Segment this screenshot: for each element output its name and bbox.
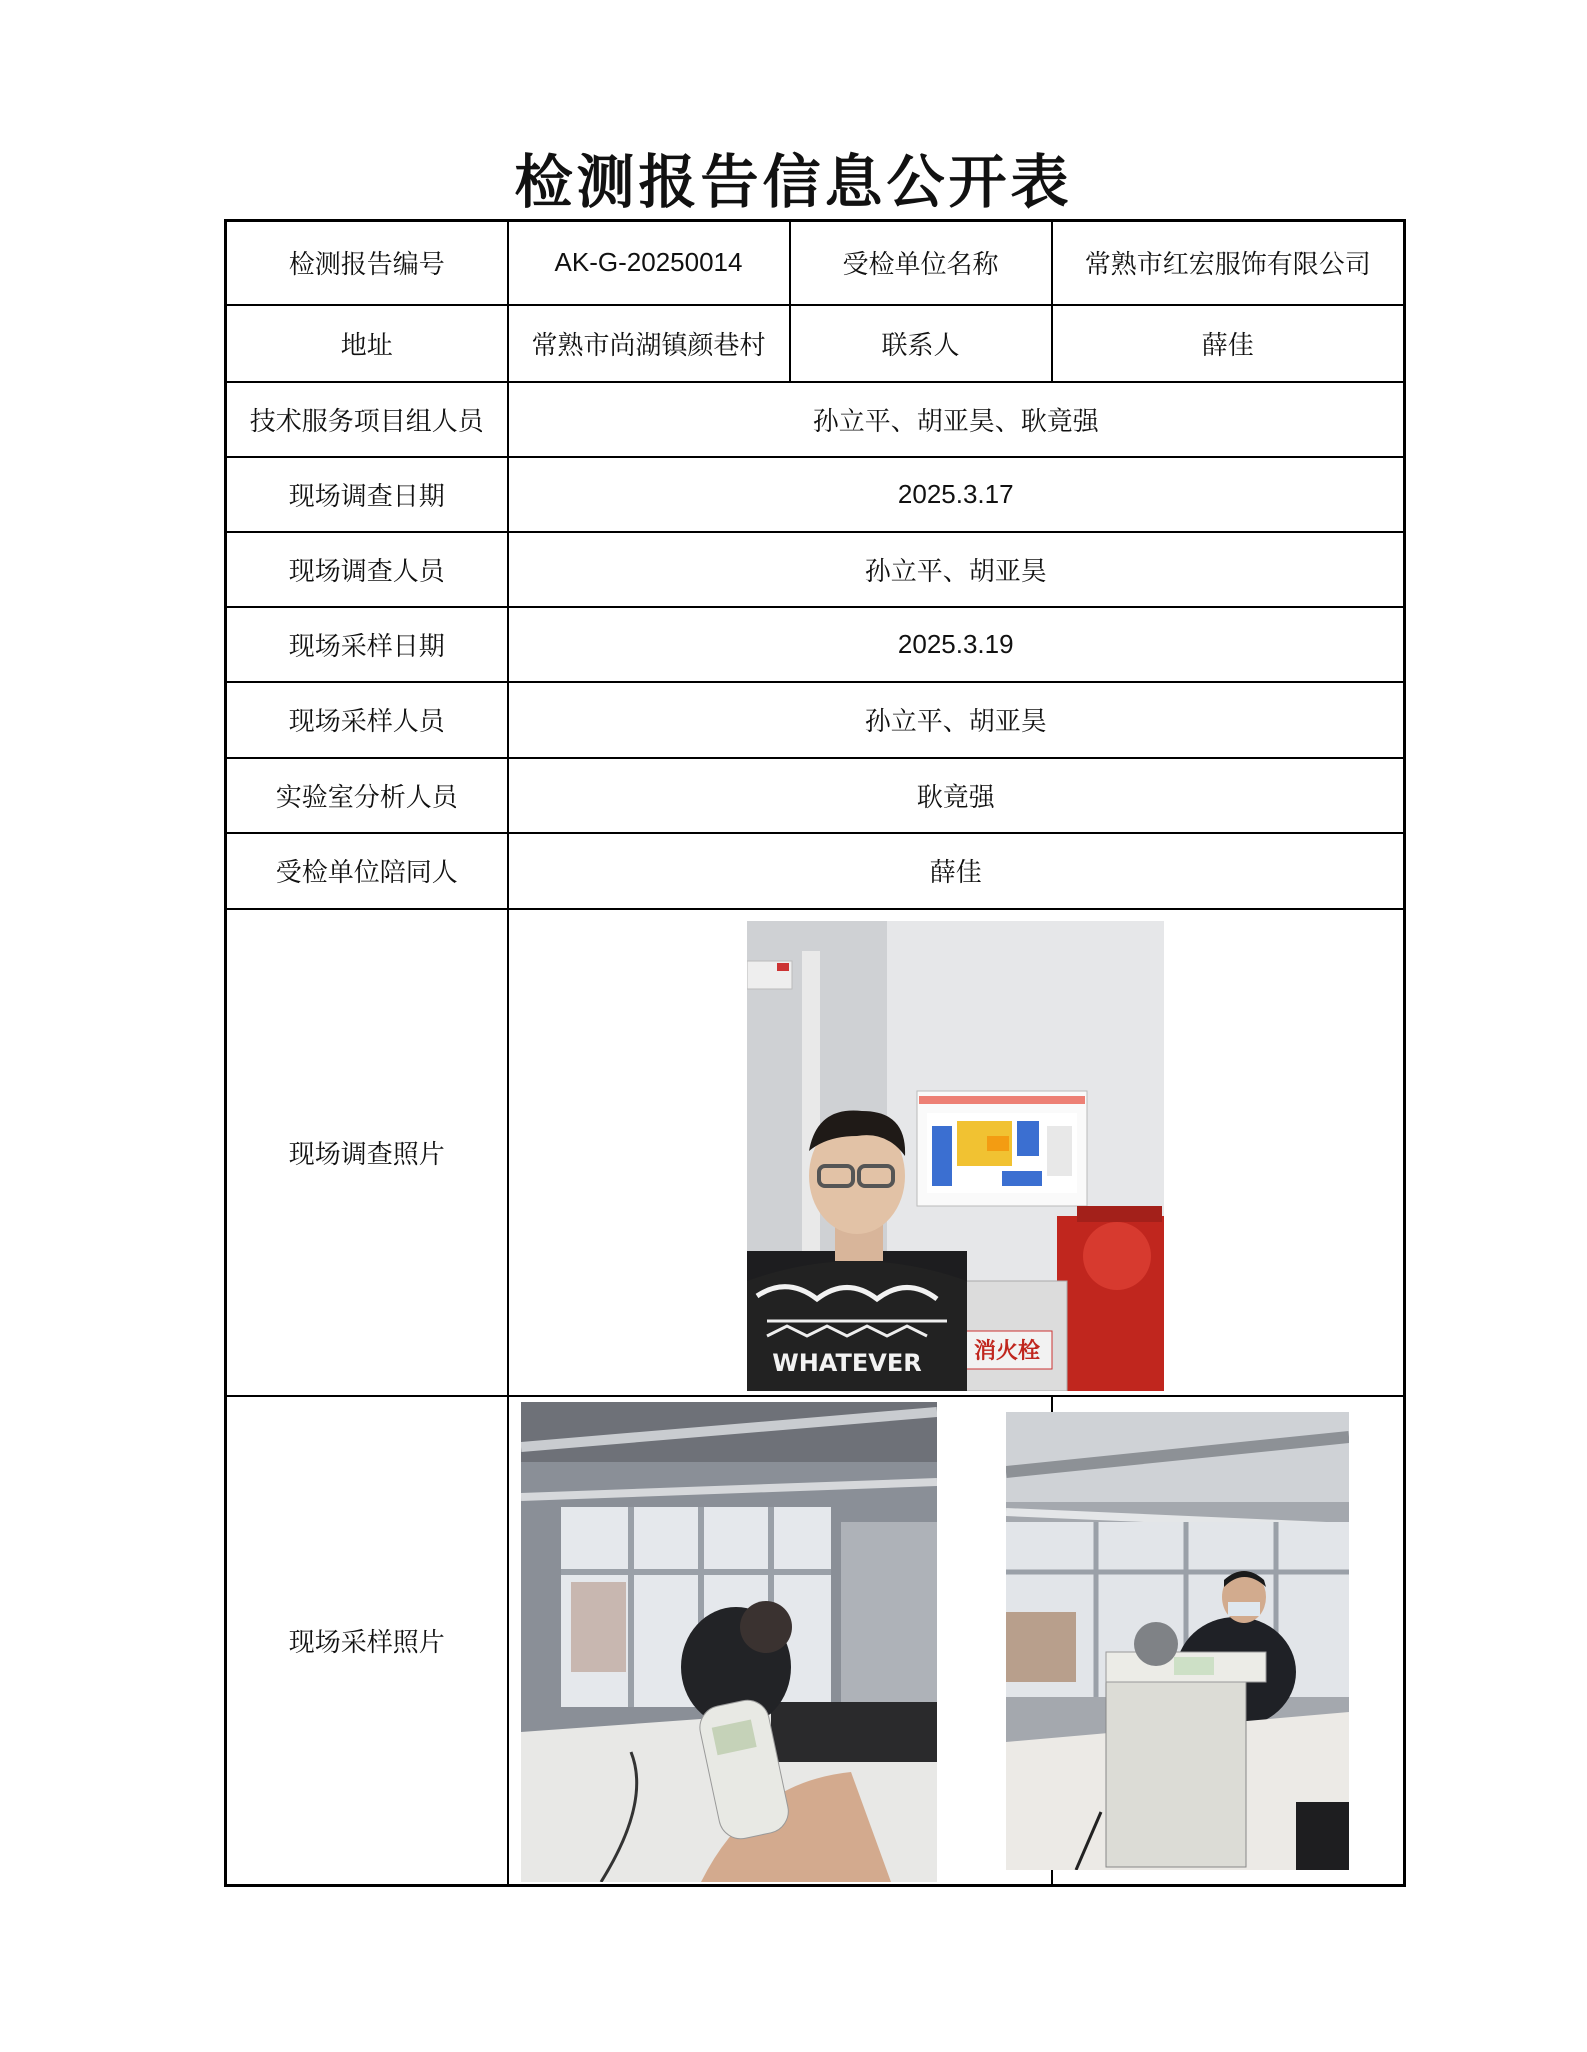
survey-photo-label: 现场调查照片 bbox=[226, 909, 508, 1396]
sampling-photo-right bbox=[1006, 1412, 1349, 1870]
shirt-text: WHATEVER bbox=[772, 1349, 922, 1377]
sampling-photo-label: 现场采样照片 bbox=[226, 1396, 508, 1886]
team-value: 孙立平、胡亚昊、耿竟强 bbox=[508, 382, 1405, 457]
page-title: 检测报告信息公开表 bbox=[514, 148, 1073, 216]
survey-date-value: 2025.3.17 bbox=[508, 457, 1405, 532]
contact-value: 薛佳 bbox=[1052, 305, 1405, 382]
table-row bbox=[226, 532, 1405, 607]
sampling-photo-left bbox=[521, 1402, 937, 1882]
table-row bbox=[226, 221, 1405, 305]
survey-date-label: 现场调查日期 bbox=[226, 457, 508, 532]
survey-staff-label: 现场调查人员 bbox=[226, 532, 508, 607]
hydrant-sign-text: 消火栓 bbox=[973, 1339, 1041, 1364]
contact-label: 联系人 bbox=[790, 305, 1052, 382]
team-label: 技术服务项目组人员 bbox=[226, 382, 508, 457]
table-row bbox=[226, 758, 1405, 833]
sampling-staff-label: 现场采样人员 bbox=[226, 682, 508, 758]
table-row bbox=[226, 833, 1405, 909]
evacuation-map bbox=[917, 1091, 1087, 1206]
lab-staff-label: 实验室分析人员 bbox=[226, 758, 508, 833]
table-row bbox=[226, 457, 1405, 532]
sampling-staff-value: 孙立平、胡亚昊 bbox=[508, 682, 1405, 758]
escort-value: 薛佳 bbox=[508, 833, 1405, 909]
address-value: 常熟市尚湖镇颜巷村 bbox=[508, 305, 790, 382]
address-label: 地址 bbox=[226, 305, 508, 382]
table-row bbox=[226, 382, 1405, 457]
table-row bbox=[226, 607, 1405, 682]
sampling-date-label: 现场采样日期 bbox=[226, 607, 508, 682]
company-label: 受检单位名称 bbox=[790, 221, 1052, 305]
table-row bbox=[226, 305, 1405, 382]
survey-photo bbox=[747, 921, 1164, 1391]
report-no-value: AK-G-20250014 bbox=[508, 221, 790, 305]
survey-staff-value: 孙立平、胡亚昊 bbox=[508, 532, 1405, 607]
table-row bbox=[226, 682, 1405, 758]
company-value: 常熟市红宏服饰有限公司 bbox=[1052, 221, 1405, 305]
report-no-label: 检测报告编号 bbox=[226, 221, 508, 305]
escort-label: 受检单位陪同人 bbox=[226, 833, 508, 909]
lab-staff-value: 耿竟强 bbox=[508, 758, 1405, 833]
sampling-date-value: 2025.3.19 bbox=[508, 607, 1405, 682]
